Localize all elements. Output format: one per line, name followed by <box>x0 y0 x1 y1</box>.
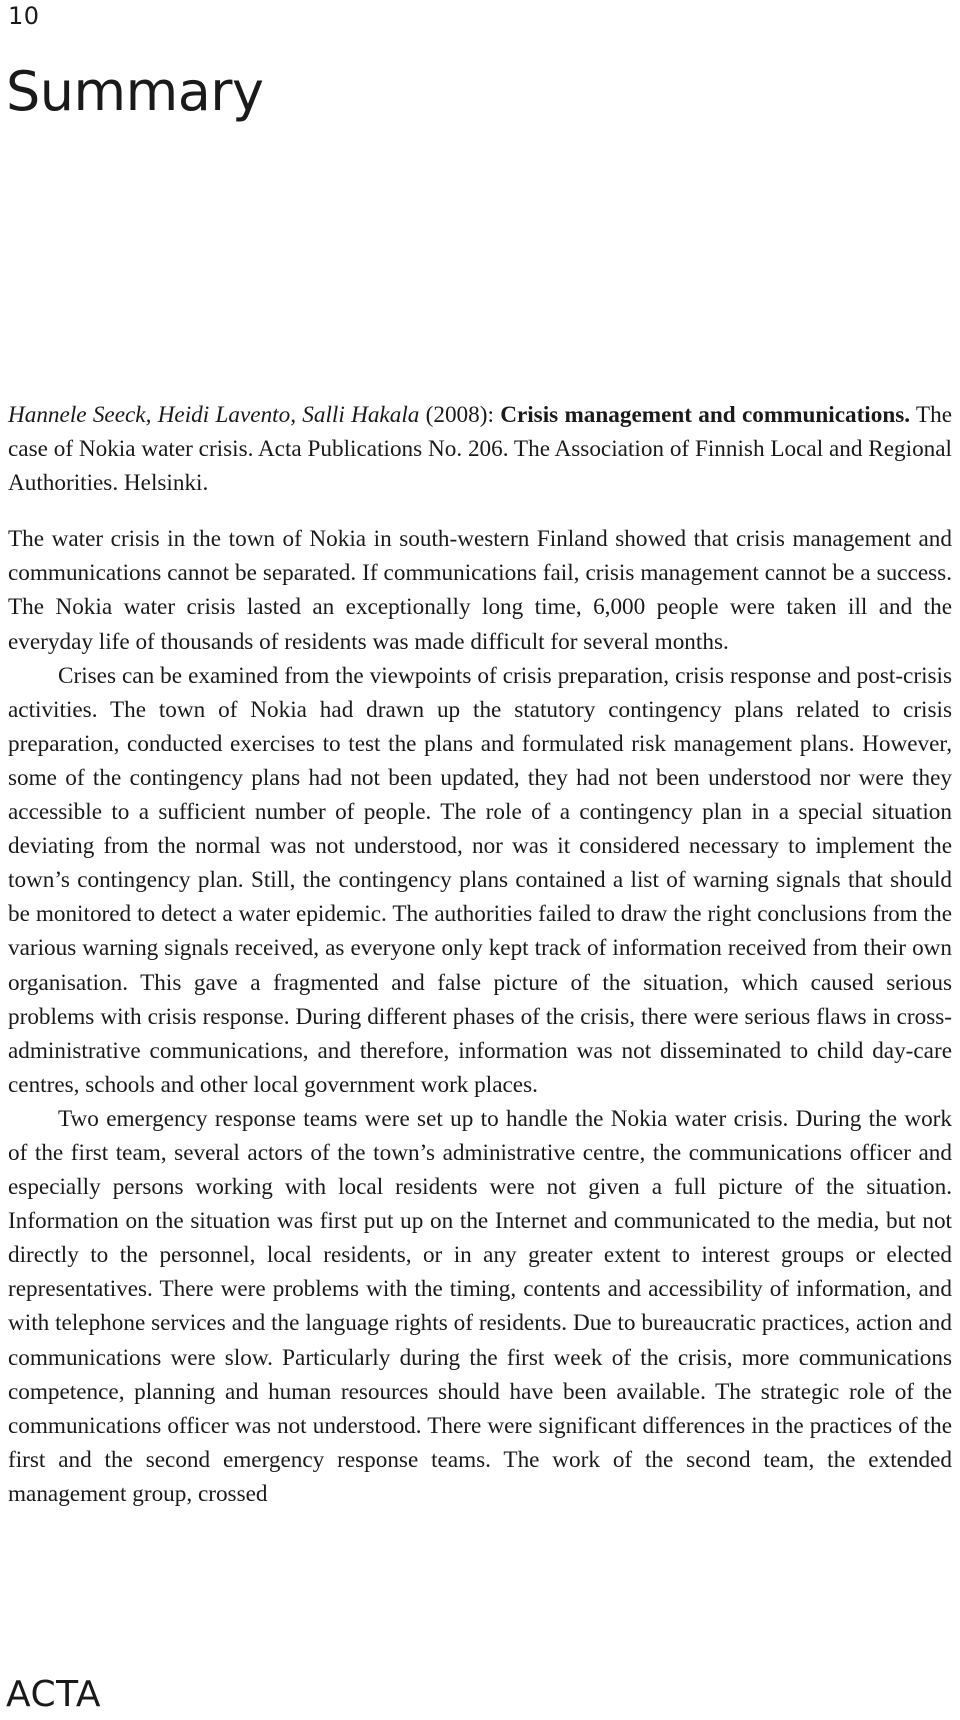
paragraph-crisis-preparation: Crises can be examined from the viewpoints of crisis preparation, crisis response and post-crisis activities. The town of Nokia had drawn up the statutory contingency plans related to crisis preparation, conducted exercises to test the plans and formulated risk management plans. However, some of the contingency plans had not been updated, they had not been understood nor were they accessible to a sufficient number of people. The role of a contingency plan in a special situation deviating from the normal was not understood, nor was it considered necessary to implement the town’s contingency plan. Still, the contingency plans contained a list of warning signals that should be monitored to detect a water epidemic. The authorities failed to draw the right conclusions from the various warning signals received, as everyone only kept track of information received from their own organisation. This gave a fragmented and false picture of the situation, which caused serious problems with crisis response. During different phases of the crisis, there were serious flaws in cross-administrative communications, and therefore, information was not disseminated to child day-care centres, schools and other local government work places. <box>8 662 952 1098</box>
citation-authors: Hannele Seeck, Heidi Lavento, Salli Hakala <box>8 402 420 428</box>
paragraph-emergency-teams: Two emergency response teams were set up to handle the Nokia water crisis. During the work of the first team, several actors of the town’s administrative centre, the communications officer and especially persons working with local residents were not given a full picture of the situation. Information on the situation was first put up on the Internet and communicated to the media, but not directly to the personnel, local residents, or in any greater extent to interest groups or elected representatives. There were problems with the timing, contents and accessibility of information, and with telephone services and the language rights of residents. Due to bureaucratic practices, action and communications were slow. Particularly during the first week of the crisis, more communications competence, planning and human resources should have been available. The strategic role of the communications officer was not understood. There were significant differences in the practices of the first and the second emergency response teams. The work of the second team, the extended management group, crossed <box>8 1105 952 1507</box>
acta-logo: ACTA <box>6 1674 101 1715</box>
citation-year: (2008): <box>419 402 501 428</box>
summary-body <box>8 398 952 1511</box>
page-number: 10 <box>8 2 40 30</box>
citation-book-title: Crisis management and communications. <box>500 402 911 428</box>
citation <box>8 398 952 500</box>
page-title: Summary <box>6 60 264 123</box>
paragraph-intro: The water crisis in the town of Nokia in south-western Finland showed that crisis management and communications cannot be separated. If communications fail, crisis management cannot be a success. The Nokia water crisis lasted an exceptionally long time, 6,000 people were taken ill and the everyday life of thousands of residents was made difficult for several months. <box>8 526 952 655</box>
citation-details: The case of Nokia water crisis. Acta Publications No. 206. The Association of Finnish Local and Regional Authorities. Helsinki. <box>8 402 952 497</box>
